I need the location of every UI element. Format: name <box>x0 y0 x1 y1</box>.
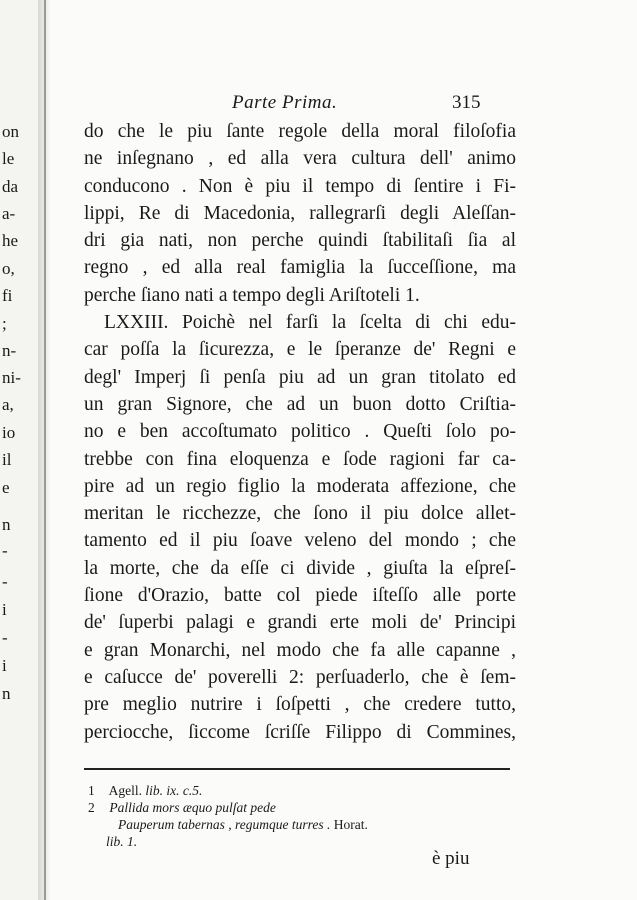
margin-fragment: he <box>2 231 19 250</box>
text-line: LXXIII. Poichè nel farſi la ſcelta di chi edu- <box>104 312 516 334</box>
margin-fragment: - <box>2 572 8 591</box>
page-number: 315 <box>452 92 481 113</box>
text-line: lippi, Re di Macedonia, rallegrarſi degli Aleſſan- <box>84 202 516 224</box>
text-line: perche ſiano nati a tempo degli Ariſtoteli 1. <box>84 284 420 306</box>
text-line: pre meglio nutrire i ſoſpetti , che credere tutto, <box>84 694 516 716</box>
text-line: regno , ed alla real famiglia la ſucceſſione, ma <box>84 257 516 279</box>
footnote-2-continued <box>88 816 508 833</box>
text-line: do che le piu ſante regole della moral filoſofia <box>84 121 516 142</box>
text-line: percioсche, ſiccome ſcriſſe Filippo di Commines, <box>84 721 516 743</box>
text-line: degl' Imperj ſi penſa piu ad un gran titolato ed <box>84 366 516 388</box>
text-line: la morte, che da eſſe ci divide , giuſta la eſpreſ- <box>84 557 516 579</box>
footnote-quote-line: Pallida mors æquo pulſat pede <box>109 800 276 815</box>
margin-fragment: ni- <box>2 368 21 387</box>
margin-fragment: n <box>2 515 11 534</box>
footnote-2 <box>88 799 508 816</box>
footnote-number: 1 <box>88 783 95 798</box>
text-line: meritan le ricchezze, che ſono il piu dolce allet- <box>84 503 516 525</box>
text-line: e gran Monarchi, nel modo che fa alle capanne , <box>84 639 516 661</box>
text-line: ſione d'Orazio, batte col piede iſteſſo alle porte <box>84 585 516 607</box>
margin-fragment: il <box>2 450 12 469</box>
text-line: conducono . Non è piu il tempo di ſentire i Fi- <box>84 175 516 197</box>
text-line: e caſucce de' poverelli 2: perſuaderlo, che è ſem- <box>84 666 516 688</box>
footnote-2-book: lib. 1. <box>106 834 138 849</box>
text-line: trebbe con fina eloquenza e ſode ragioni far ca- <box>84 448 516 470</box>
margin-fragment: e <box>2 478 10 497</box>
text-line: no e ben accoſtumato politico . Queſti ſolo po- <box>84 421 516 443</box>
catchword: è piu <box>432 848 470 869</box>
binding-line <box>44 0 46 900</box>
text-line: un gran Signore, che ad un buon dotto Criſtia- <box>84 393 516 415</box>
text-line: de' ſuperbi palagi e grandi erte moli de' Principi <box>84 612 516 634</box>
footnote-reference: ix. c.5. <box>166 783 203 798</box>
running-title: Parte Prima. <box>232 92 338 113</box>
footnote-source: Horat. <box>333 817 368 832</box>
margin-fragment: i <box>2 656 7 675</box>
margin-fragment: fi <box>2 286 13 305</box>
text-line: pire ad un regio figlio la moderata affezione, che <box>84 475 516 497</box>
text-line: dri gia nati, non perche quindi ſtabilitaſi ſia al <box>84 230 516 252</box>
margin-fragment: da <box>2 177 19 196</box>
margin-fragment: a, <box>2 395 14 414</box>
margin-fragment: n <box>2 684 11 703</box>
margin-fragment: io <box>2 423 16 442</box>
margin-fragment: ; <box>2 314 7 333</box>
text-line: ne inſegnano , ed alla vera cultura dell' animo <box>84 148 516 170</box>
margin-fragment: le <box>2 149 15 168</box>
footnote-book: lib. <box>145 783 164 798</box>
margin-fragment: - <box>2 628 8 647</box>
footnote-author: Agell. <box>108 783 143 798</box>
text-line: tamento ed il piu ſoave veleno del mondo ; che <box>84 530 516 552</box>
margin-fragment: a- <box>2 204 16 223</box>
footnote-quote-line: Pauperum tabernas , regumque turres . <box>118 817 331 832</box>
body-text <box>84 118 516 746</box>
margin-fragment: - <box>2 541 8 560</box>
footnote-number: 2 <box>88 800 95 815</box>
margin-fragment: i <box>2 600 7 619</box>
text-line: car poſſa la ſicurezza, e le ſperanze de' Regni e <box>84 339 516 361</box>
margin-fragment: o, <box>2 259 15 278</box>
margin-fragment: n- <box>2 341 17 360</box>
margin-fragment: on <box>2 122 19 141</box>
footnote-1 <box>88 782 508 799</box>
footnotes <box>88 782 508 850</box>
footnote-rule <box>84 768 510 770</box>
